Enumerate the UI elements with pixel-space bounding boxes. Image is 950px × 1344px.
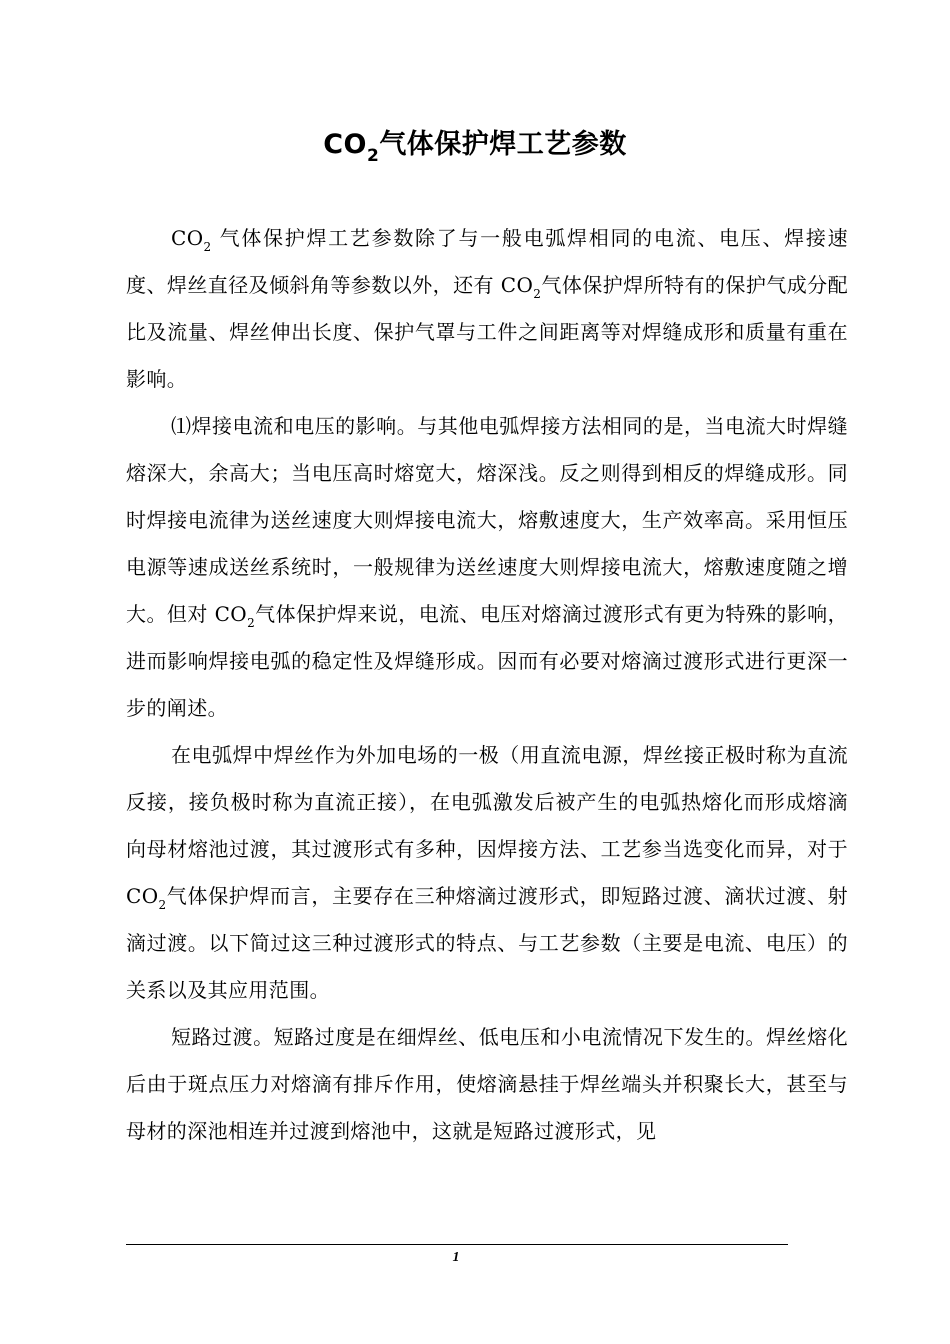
paragraph-text: 在电弧焊中焊丝作为外加电场的一极（用直流电源，焊丝接正极时称为直流反接，接负极时称为直流正接），在电弧激发后被产生的电弧热熔化而形成熔滴向母材熔池过渡，其过渡形式有多种，因焊接方法、工艺参当选变化而异，对于 CO bbox=[126, 743, 848, 908]
paragraph-droplet-transfer bbox=[126, 732, 848, 1014]
paragraph-short-circuit bbox=[126, 1014, 848, 1155]
paragraph-text: 气体保护焊来说，电流、电压对熔滴过渡形式有更为特殊的影响，进而影响焊接电弧的稳定性及焊缝形成。因而有必要对熔滴过渡形式进行更深一步的阐述。 bbox=[126, 602, 848, 720]
paragraph-text: 短路过渡。短路过度是在细焊丝、低电压和小电流情况下发生的。焊丝熔化后由于斑点压力对熔滴有排斥作用，使熔滴悬挂于焊丝端头并积聚长大，甚至与母材的深池相连并过渡到熔池中，这就是短路过渡形式，见 bbox=[126, 1025, 848, 1143]
paragraph-text: ⑴焊接电流和电压的影响。与其他电弧焊接方法相同的是，当电流大时焊缝熔深大，余高大；当电压高时熔宽大，熔深浅。反之则得到相反的焊缝成形。同时焊接电流律为送丝速度大则焊接电流大，熔敷速度大，生产效率高。采用恒压电源等速成送丝系统时，一般规律为送丝速度大则焊接电流大，熔敷速度随之增大。但对 CO bbox=[126, 414, 848, 626]
paragraph-text: 气体保护焊而言，主要存在三种熔滴过渡形式，即短路过渡、滴状过渡、射滴过渡。以下简过这三种过渡形式的特点、与工艺参数（主要是电流、电压）的关系以及其应用范围。 bbox=[126, 884, 848, 1002]
title-text: 气体保护焊工艺参数 bbox=[379, 129, 627, 161]
footer-divider bbox=[126, 1244, 788, 1245]
subscript: 2 bbox=[158, 898, 167, 912]
subscript: 2 bbox=[247, 616, 256, 630]
paragraph-text: CO bbox=[171, 226, 204, 250]
title-prefix: CO bbox=[323, 129, 367, 161]
page-title bbox=[0, 125, 950, 165]
paragraph-intro bbox=[126, 215, 848, 403]
page-number: 1 bbox=[452, 1250, 460, 1265]
document-body bbox=[126, 215, 848, 1155]
paragraph-text: 气体保护焊工艺参数除了与一般电弧焊相同的电流、电压、焊接速度、焊丝直径及倾斜角等参数以外，还有 CO bbox=[126, 226, 848, 297]
subscript: 2 bbox=[533, 287, 542, 301]
paragraph-current-voltage bbox=[126, 403, 848, 732]
subscript: 2 bbox=[203, 240, 212, 254]
paragraph-text: 气体保护焊所特有的保护气成分配比及流量、焊丝伸出长度、保护气罩与工件之间距离等对焊缝成形和质量有重在影响。 bbox=[126, 273, 848, 391]
title-subscript: 2 bbox=[366, 146, 380, 167]
